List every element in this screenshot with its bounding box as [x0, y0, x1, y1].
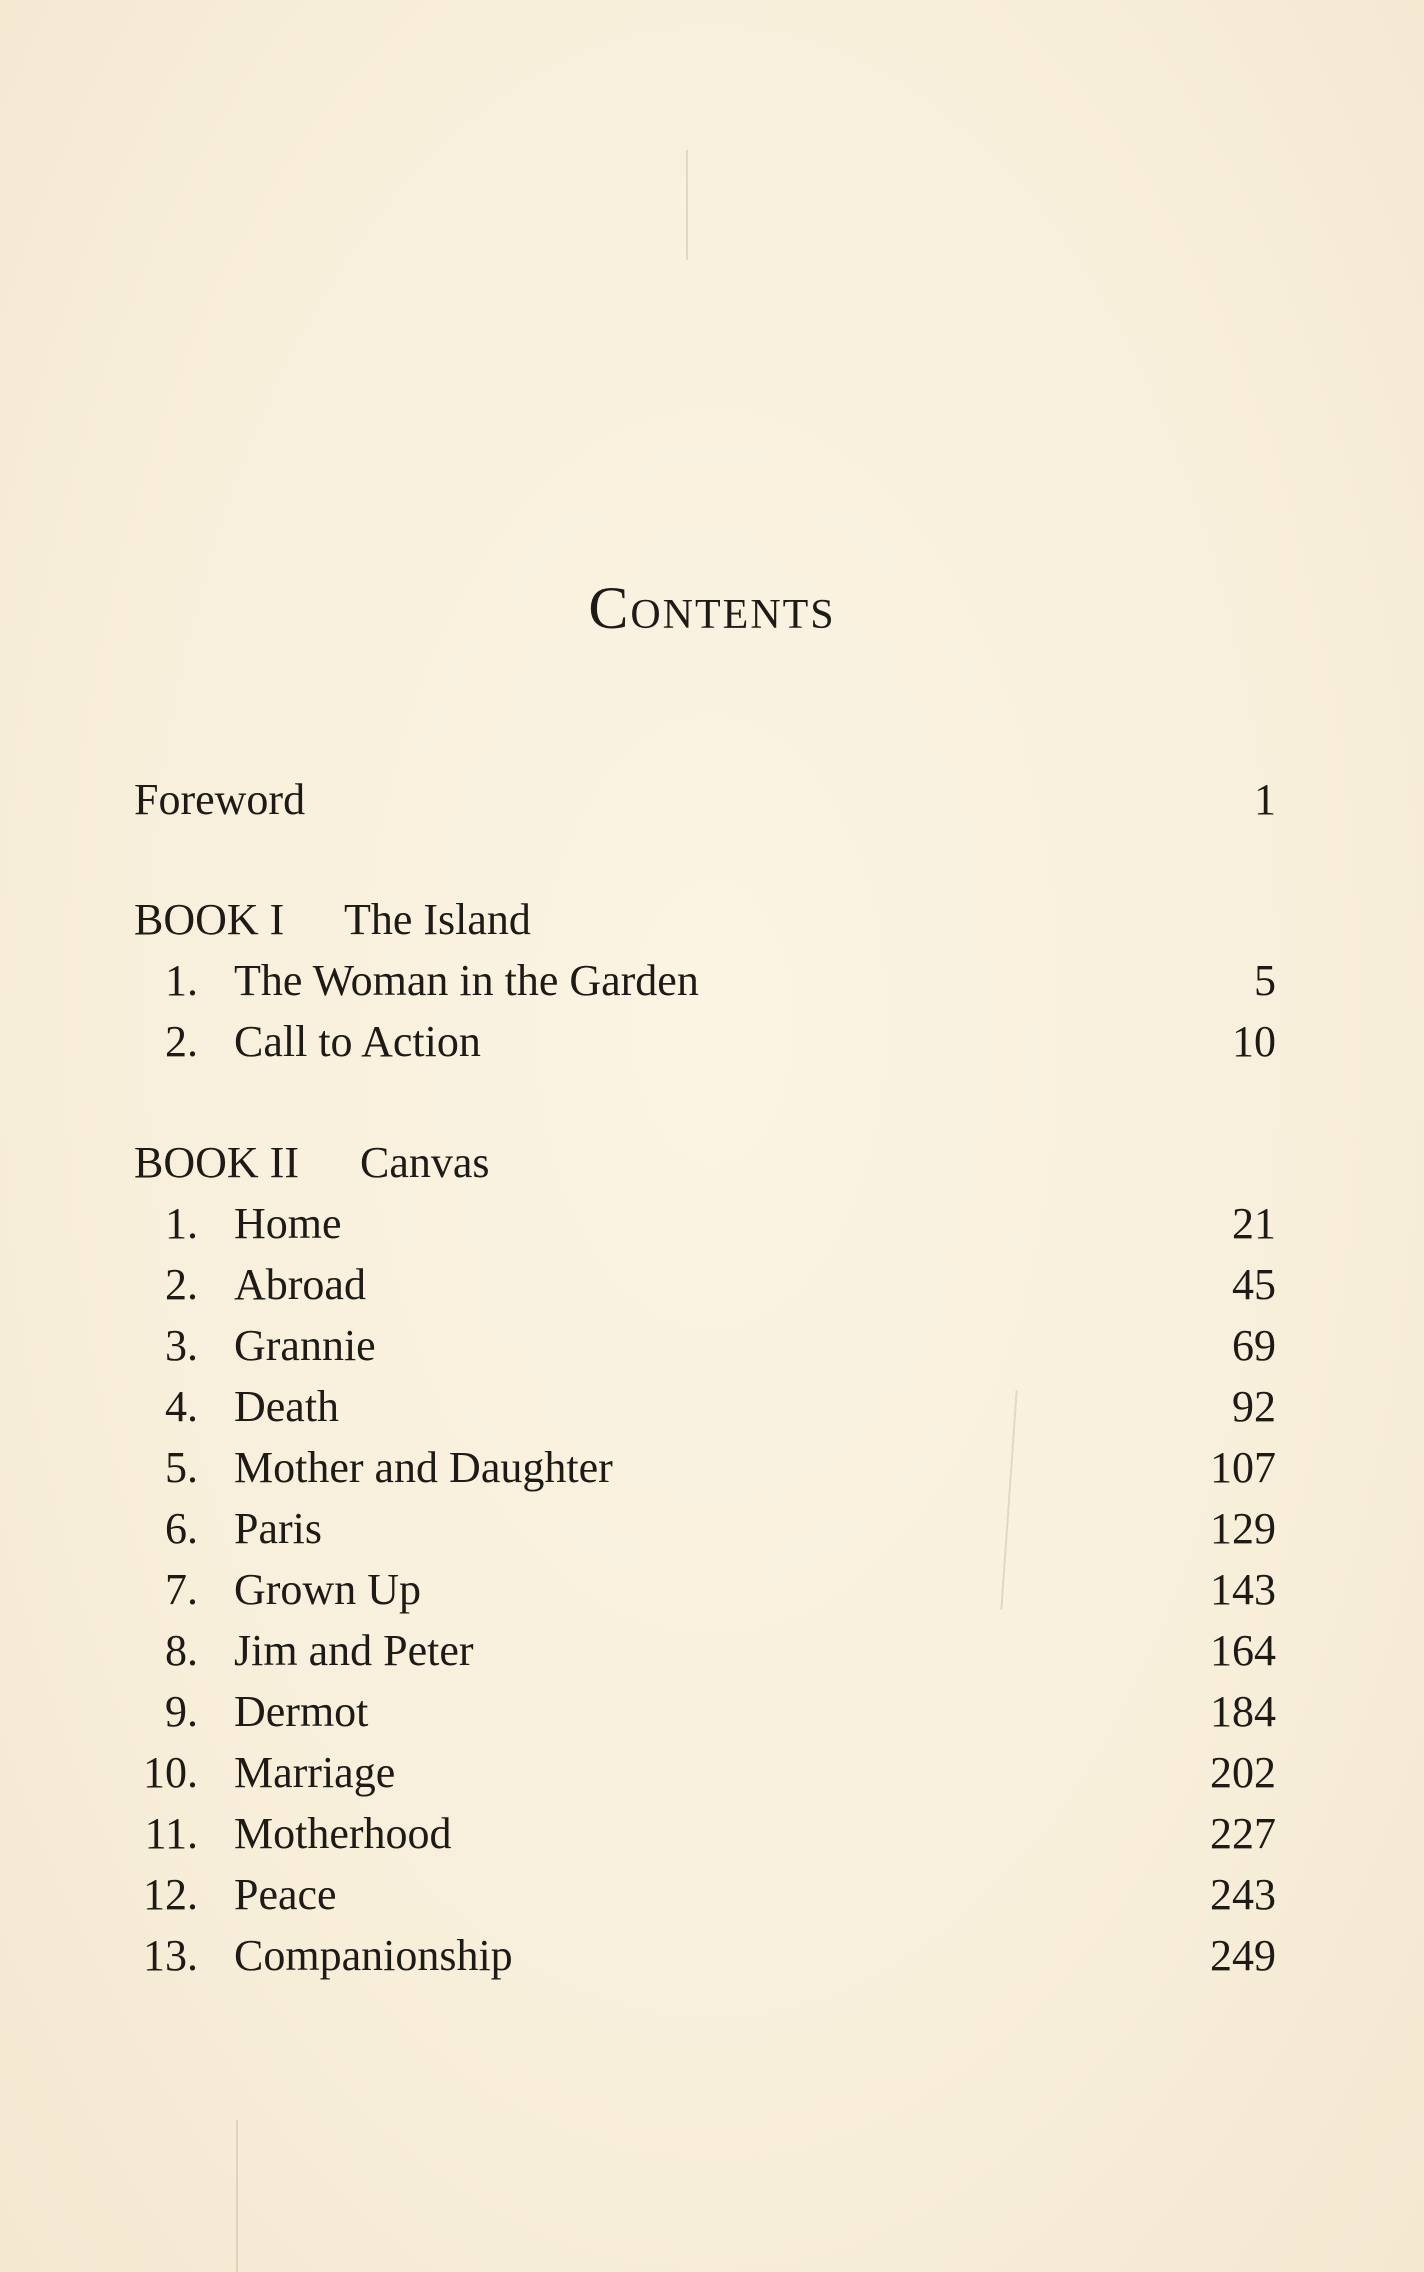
paper-crease	[686, 150, 688, 260]
chapter-title: Companionship	[234, 1931, 513, 1980]
chapter-title: Dermot	[234, 1687, 369, 1736]
chapter-number: 8.	[165, 1626, 198, 1675]
chapter-title: Motherhood	[234, 1809, 452, 1858]
toc-chapter-row	[134, 1438, 1276, 1498]
toc-chapter-row	[134, 1926, 1276, 1986]
chapter-title: Grannie	[234, 1321, 376, 1370]
chapter-number: 3.	[165, 1321, 198, 1370]
toc-chapter-row	[134, 1255, 1276, 1315]
toc-chapter-row	[134, 1377, 1276, 1437]
chapter-number: 10.	[143, 1748, 198, 1797]
chapter-number: 13.	[143, 1931, 198, 1980]
toc-chapter-row	[134, 1865, 1276, 1925]
chapter-title: Marriage	[234, 1748, 396, 1797]
page-number: 227	[1210, 1809, 1276, 1858]
chapter-title: Abroad	[234, 1260, 366, 1309]
page-number: 249	[1210, 1931, 1276, 1980]
toc-chapter-row	[134, 1316, 1276, 1376]
toc-chapter-row	[134, 1743, 1276, 1803]
page-number: 164	[1210, 1626, 1276, 1675]
toc-chapter-row	[134, 1621, 1276, 1681]
page-number: 202	[1210, 1748, 1276, 1797]
chapter-number: 11.	[144, 1809, 198, 1858]
toc-chapter-row	[134, 1194, 1276, 1254]
chapter-title: Peace	[234, 1870, 337, 1919]
book-heading	[134, 1133, 1276, 1193]
page-number: 10	[1232, 1017, 1276, 1066]
chapter-number: 12.	[143, 1870, 198, 1919]
book-number: BOOK I	[134, 895, 285, 944]
chapter-number: 9.	[165, 1687, 198, 1736]
chapter-number: 2.	[165, 1017, 198, 1066]
chapter-number: 4.	[165, 1382, 198, 1431]
page-title: Contents	[588, 575, 836, 641]
paper-crease	[236, 2120, 238, 2272]
toc-chapter-row	[134, 1682, 1276, 1742]
book-title: The Island	[344, 895, 531, 944]
chapter-title: Jim and Peter	[234, 1626, 474, 1675]
chapter-number: 6.	[165, 1504, 198, 1553]
book-title: Canvas	[360, 1138, 490, 1187]
toc-foreword-row	[134, 770, 1276, 830]
book-number: BOOK II	[134, 1138, 299, 1187]
page-number: 143	[1210, 1565, 1276, 1614]
page-number: 129	[1210, 1504, 1276, 1553]
chapter-title: Call to Action	[234, 1017, 481, 1066]
chapter-number: 7.	[165, 1565, 198, 1614]
page-number: 243	[1210, 1870, 1276, 1919]
chapter-title: Paris	[234, 1504, 322, 1553]
toc-chapter-row	[134, 1560, 1276, 1620]
chapter-number: 1.	[165, 956, 198, 1005]
chapter-title: Mother and Daughter	[234, 1443, 613, 1492]
page-number: 5	[1254, 956, 1276, 1005]
chapter-title: The Woman in the Garden	[234, 956, 699, 1005]
toc-chapter-row	[134, 1012, 1276, 1072]
chapter-title: Home	[234, 1199, 342, 1248]
foreword-label: Foreword	[134, 775, 306, 824]
chapter-title: Grown Up	[234, 1565, 421, 1614]
toc-chapter-row	[134, 951, 1276, 1011]
toc-chapter-row	[134, 1499, 1276, 1559]
chapter-number: 5.	[165, 1443, 198, 1492]
book-heading	[134, 890, 1276, 950]
page-number: 1	[1254, 775, 1276, 824]
page-number: 45	[1232, 1260, 1276, 1309]
page-number: 92	[1232, 1382, 1276, 1431]
chapter-number: 2.	[165, 1260, 198, 1309]
page-number: 184	[1210, 1687, 1276, 1736]
chapter-title: Death	[234, 1382, 340, 1431]
page-number: 107	[1210, 1443, 1276, 1492]
page-number: 69	[1232, 1321, 1276, 1370]
page-number: 21	[1232, 1199, 1276, 1248]
toc-chapter-row	[134, 1804, 1276, 1864]
chapter-number: 1.	[165, 1199, 198, 1248]
